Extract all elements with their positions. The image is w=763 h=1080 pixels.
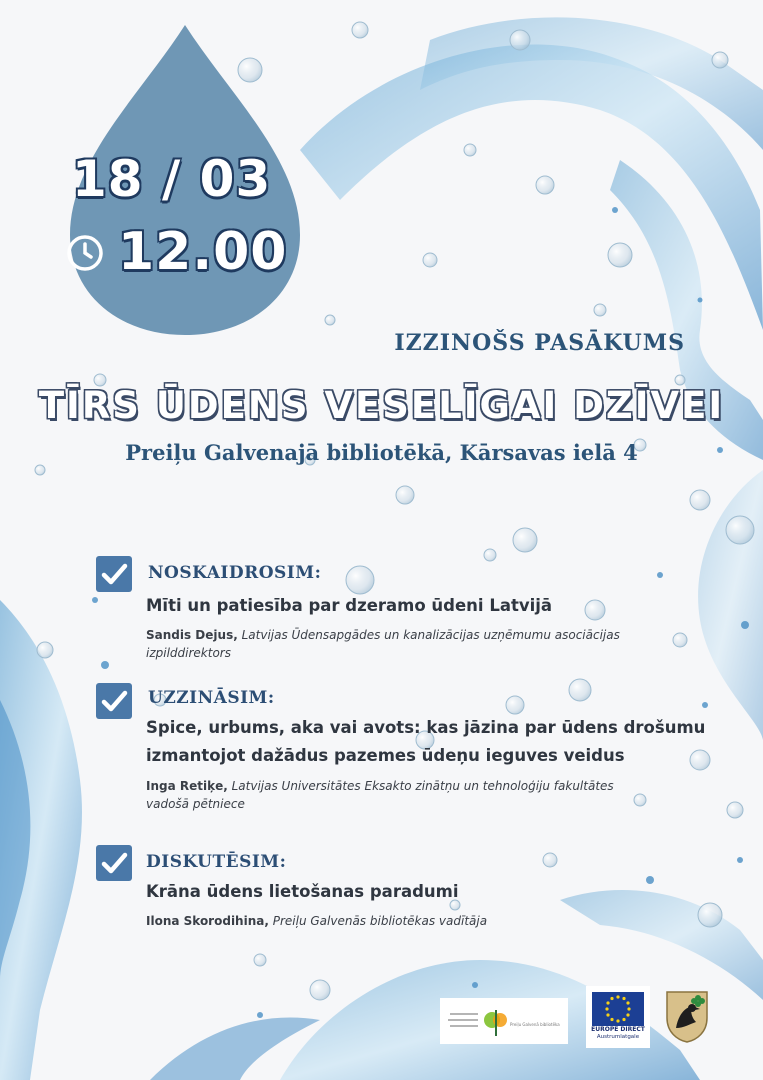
event-title: TĪRS ŪDENS VESELĪGAI DZĪVEI bbox=[38, 384, 725, 427]
library-logo bbox=[440, 998, 568, 1044]
section-speaker: Inga Retiķe, Latvijas Universitātes Eksakto zinātņu un tehnoloģiju fakultātes vadošā pētniece bbox=[146, 779, 614, 811]
section-heading: DISKUTĒSIM: bbox=[146, 852, 287, 872]
checkbox-icon bbox=[96, 845, 132, 881]
library-logo-text: Preiļu Galvenā bibliotēka bbox=[510, 1022, 560, 1027]
section-speaker: Ilona Skorodihina, Preiļu Galvenās bibliotēkas vadītāja bbox=[146, 914, 488, 928]
section-topic: Mīti un patiesība par dzeramo ūdeni Latvijā bbox=[146, 596, 553, 615]
clock-icon bbox=[66, 234, 104, 272]
event-date: 18 / 03 bbox=[72, 150, 272, 208]
coat-of-arms-logo bbox=[662, 988, 712, 1044]
europe-direct-region: Austrumlatgale bbox=[596, 1034, 640, 1040]
section-heading: UZZINĀSIM: bbox=[148, 688, 275, 708]
checkbox-icon bbox=[96, 683, 132, 719]
checkbox-icon bbox=[96, 556, 132, 592]
europe-direct-label: EUROPE DIRECT bbox=[591, 1026, 645, 1033]
event-time: 12.00 bbox=[118, 222, 288, 282]
event-location: Preiļu Galvenajā bibliotēkā, Kārsavas ielā 4 bbox=[125, 440, 638, 465]
section-topic: Spice, urbums, aka vai avots: kas jāzina par ūdens drošumu izmantojot dažādus pazemes ūdeņu ieguves veidus bbox=[146, 718, 706, 765]
section-heading: NOSKAIDROSIM: bbox=[148, 563, 322, 583]
event-subtitle: IZZINOŠS PASĀKUMS bbox=[394, 330, 685, 356]
section-speaker: Sandis Dejus, Latvijas Ūdensapgādes un kanalizācijas uzņēmumu asociācijas izpilddirektors bbox=[146, 628, 620, 660]
section-topic: Krāna ūdens lietošanas paradumi bbox=[146, 882, 459, 901]
